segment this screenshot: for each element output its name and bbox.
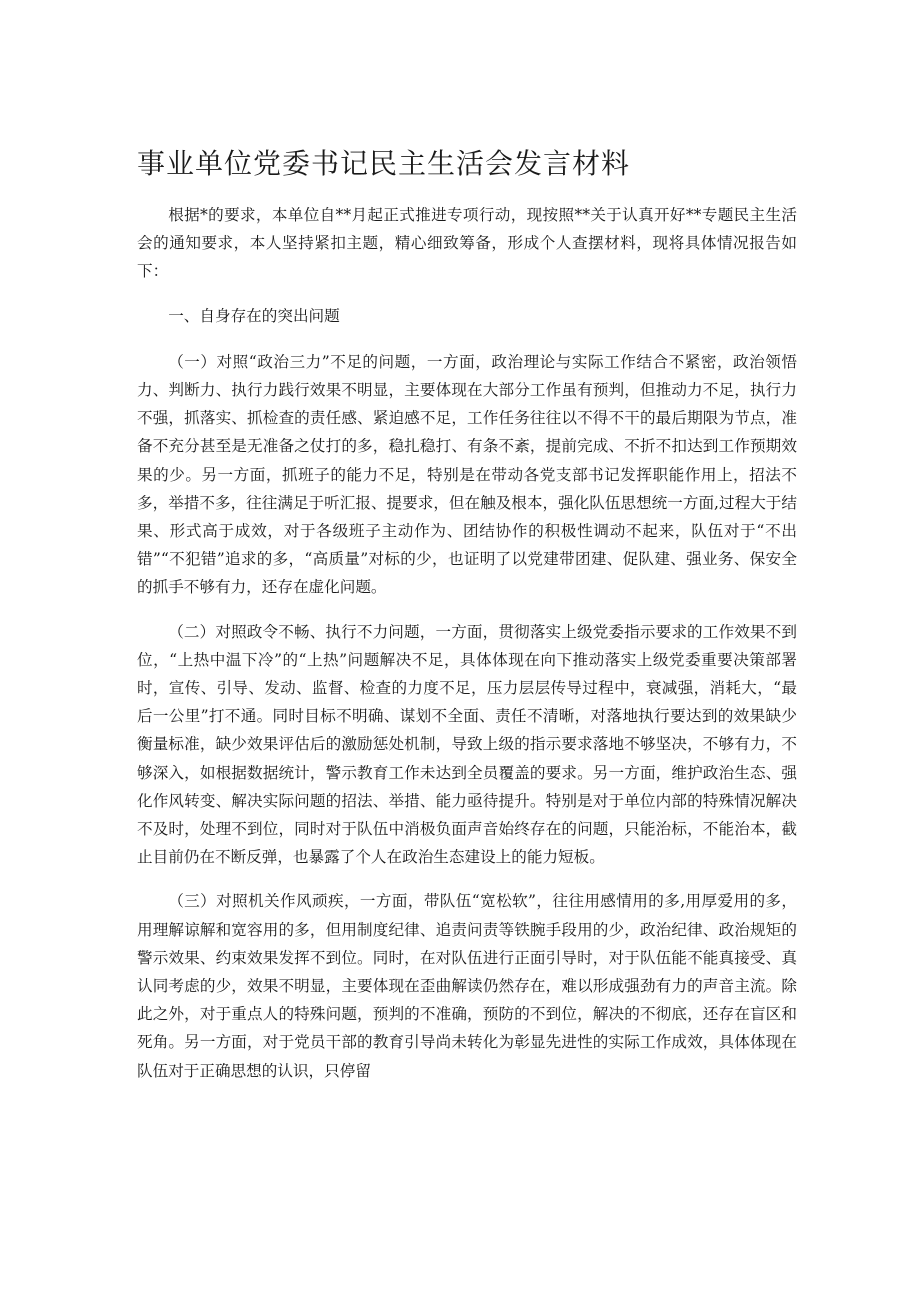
document-body [137,201,797,1101]
section-heading: 一、自身存在的突出问题 [168,306,340,325]
intro-paragraph: 根据*的要求，本单位自**月起正式推进专项行动，现按照**关于认真开好**专题民主生活会的通知要求，本人坚持紧扣主题，精心细致筹备，形成个人查摆材料，现将具体情况报告如下： [137,206,797,281]
paragraph-2: （二）对照政令不畅、执行不力问题，一方面，贯彻落实上级党委指示要求的工作效果不到位，“上热中温下冷”的“上热”问题解决不足，具体体现在向下推动落实上级党委重要决策部署时，宣传、引导、发动、监督、检查的力度不足，压力层层传导过程中，衰减强，消耗大，“最后一公里”打不通。同时目标不明确、谋划不全面、责任不清晰，对落地执行要达到的效果缺少衡量标准，缺少效果评估后的激励惩处机制，导致上级的指示要求落地不够坚决，不够有力，不够深入，如根据数据统计，警示教育工作未达到全员覆盖的要求。另一方面，维护政治生态、强化作风转变、解决实际问题的招法、举措、能力亟待提升。特别是对于单位内部的特殊情况解决不及时，处理不到位，同时对于队伍中消极负面声音始终存在的问题，只能治标，不能治本，截止目前仍在不断反弹，也暴露了个人在政治生态建设上的能力短板。 [137,622,797,867]
paragraph-1: （一）对照“政治三力”不足的问题，一方面，政治理论与实际工作结合不紧密，政治领悟力、判断力、执行力践行效果不明显，主要体现在大部分工作虽有预判，但推动力不足，执行力不强，抓落实、抓检查的责任感、紧迫感不足，工作任务往往以不得不干的最后期限为节点，准备不充分甚至是无准备之仗打的多，稳扎稳打、有条不紊，提前完成、不折不扣达到工作预期效果的少。另一方面，抓班子的能力不足，特别是在带动各党支部书记发挥职能作用上，招法不多，举措不多，往往满足于听汇报、提要求，但在触及根本，强化队伍思想统一方面,过程大于结果、形式高于成效，对于各级班子主动作为、团结协作的积极性调动不起来，队伍对于“不出错”“不犯错”追求的多，“高质量”对标的少，也证明了以党建带团建、促队建、强业务、保安全的抓手不够有力，还存在虚化问题。 [137,352,797,597]
document-title: 事业单位党委书记民主生活会发言材料 [137,147,631,180]
paragraph-3: （三）对照机关作风顽疾，一方面，带队伍“宽松软”，往往用感情用的多,用厚爱用的多，用理解谅解和宽容用的多，但用制度纪律、追责问责等铁腕手段用的少，政治纪律、政治规矩的警示效果、约束效果发挥不到位。同时，在对队伍进行正面引导时，对于队伍能不能真接受、真认同考虑的少，效果不明显，主要体现在歪曲解读仍然存在，难以形成强劲有力的声音主流。除此之外，对于重点人的特殊问题，预判的不准确，预防的不到位，解决的不彻底，还存在盲区和死角。另一方面，对于党员干部的教育引导尚未转化为彰显先进性的实际工作成效，具体体现在队伍对于正确思想的认识，只停留 [137,892,797,1080]
